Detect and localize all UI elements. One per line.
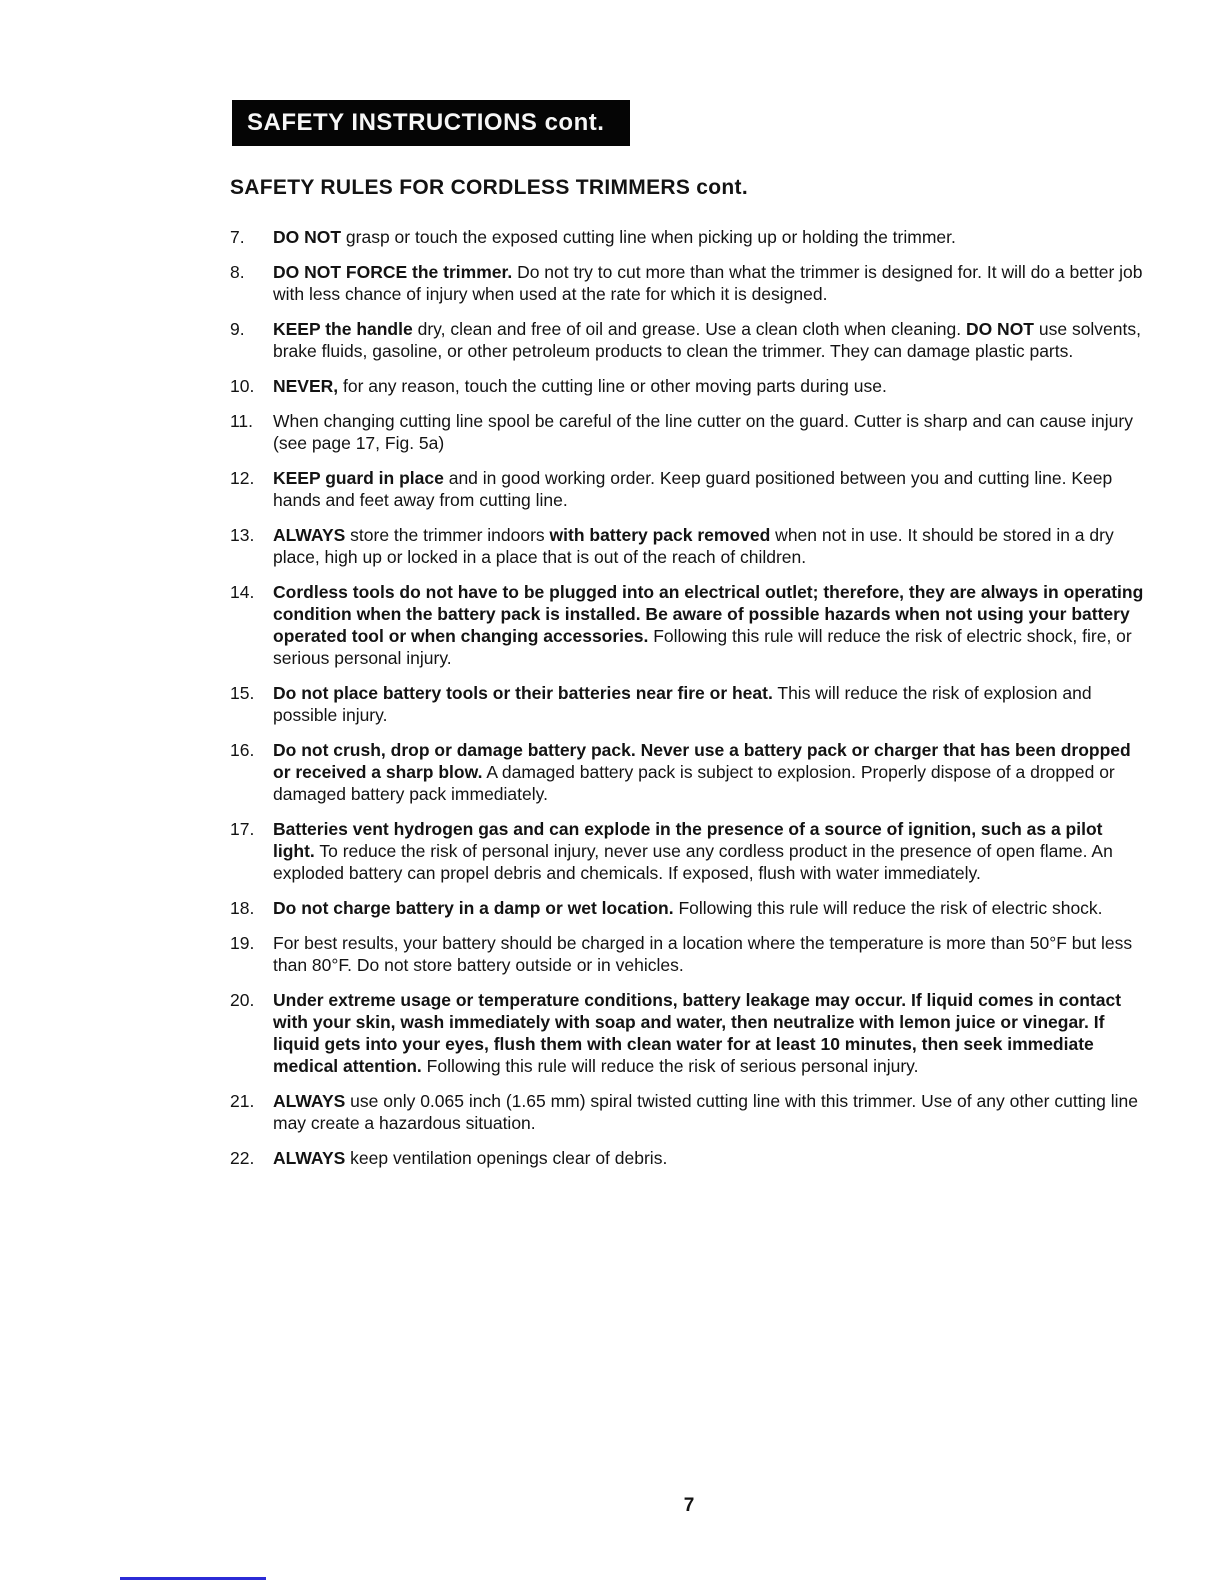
list-item — [230, 739, 1148, 805]
item-number: 8. — [230, 262, 245, 282]
item-number: 9. — [230, 319, 245, 339]
item-text: Do not charge battery in a damp or wet location. Following this rule will reduce the risk of electric shock. — [273, 898, 1103, 918]
item-text: DO NOT grasp or touch the exposed cutting line when picking up or holding the trimmer. — [273, 227, 956, 247]
page-number: 7 — [683, 1495, 695, 1516]
item-text: Do not crush, drop or damage battery pack. Never use a battery pack or charger that has been dropped or received a sharp blow. A damaged battery pack is subject to explosion. Properly dispose of a dropped or damaged battery pack immediately. — [273, 740, 1131, 804]
item-text: For best results, your battery should be charged in a location where the temperature is more than 50°F but less than 80°F. Do not store battery outside or in vehicles. — [273, 933, 1133, 975]
item-number: 12. — [230, 468, 255, 488]
list-item — [230, 226, 1148, 248]
list-item — [230, 375, 1148, 397]
item-number: 13. — [230, 525, 255, 545]
item-text: Batteries vent hydrogen gas and can explode in the presence of a source of ignition, such as a pilot light. To reduce the risk of personal injury, never use any cordless product in the presence of open flame. An exploded battery can propel debris and chemicals. If exposed, flush with water immediately. — [273, 819, 1113, 883]
item-text: Do not place battery tools or their batteries near fire or heat. This will reduce the risk of explosion and possible injury. — [273, 683, 1092, 725]
list-item — [230, 581, 1148, 669]
item-number: 15. — [230, 683, 255, 703]
item-number: 17. — [230, 819, 255, 839]
item-text: NEVER, for any reason, touch the cutting line or other moving parts during use. — [273, 376, 887, 396]
item-number: 11. — [230, 411, 254, 431]
list-item — [230, 318, 1148, 362]
item-text: KEEP guard in place and in good working order. Keep guard positioned between you and cutting line. Keep hands and feet away from cutting line. — [273, 468, 1113, 510]
item-text: ALWAYS store the trimmer indoors with battery pack removed when not in use. It should be stored in a dry place, high up or locked in a place that is out of the reach of children. — [273, 525, 1114, 567]
list-item — [230, 989, 1148, 1077]
list-item — [230, 467, 1148, 511]
page-title: SAFETY RULES FOR CORDLESS TRIMMERS cont. — [230, 176, 748, 199]
safety-list — [230, 226, 1148, 1169]
item-text: ALWAYS keep ventilation openings clear of debris. — [273, 1148, 668, 1168]
item-text: When changing cutting line spool be careful of the line cutter on the guard. Cutter is sharp and can cause injury (see page 17, Fig. 5a) — [273, 411, 1133, 453]
list-item — [230, 261, 1148, 305]
item-number: 14. — [230, 582, 255, 602]
item-number: 19. — [230, 933, 255, 953]
list-item — [230, 682, 1148, 726]
list-item — [230, 410, 1148, 454]
item-number: 10. — [230, 376, 255, 396]
scan-artifact-line — [120, 1577, 266, 1580]
list-item — [230, 932, 1148, 976]
item-text: ALWAYS use only 0.065 inch (1.65 mm) spiral twisted cutting line with this trimmer. Use of any other cutting line may create a hazardous situation. — [273, 1091, 1139, 1133]
list-item — [230, 897, 1148, 919]
list-item — [230, 1090, 1148, 1134]
item-text: KEEP the handle dry, clean and free of oil and grease. Use a clean cloth when cleaning. DO NOT use solvents, brake fluids, gasoline, or other petroleum products to clean the trimmer. They can damage plastic parts. — [273, 319, 1141, 361]
list-item — [230, 524, 1148, 568]
item-number: 21. — [230, 1091, 255, 1111]
item-number: 22. — [230, 1148, 255, 1168]
list-item — [230, 818, 1148, 884]
item-number: 7. — [230, 227, 245, 247]
item-text: Under extreme usage or temperature conditions, battery leakage may occur. If liquid comes in contact with your skin, wash immediately with soap and water, then neutralize with lemon juice or vinegar. If liquid gets into your eyes, flush them with clean water for at least 10 minutes, then seek immediate medical attention. Following this rule will reduce the risk of serious personal injury. — [273, 990, 1122, 1076]
list-item — [230, 1147, 1148, 1169]
item-number: 18. — [230, 898, 255, 918]
item-number: 20. — [230, 990, 255, 1010]
item-text: DO NOT FORCE the trimmer. Do not try to cut more than what the trimmer is designed for. It will do a better job with less chance of injury when used at the rate for which it is designed. — [273, 262, 1143, 304]
section-banner: SAFETY INSTRUCTIONS cont. — [232, 100, 630, 146]
document-page — [230, 100, 1148, 1182]
item-text: Cordless tools do not have to be plugged into an electrical outlet; therefore, they are always in operating condition when the battery pack is installed. Be aware of possible hazards when not using your battery operated tool or when changing accessories. Following this rule will reduce the risk of electric shock, fire, or serious personal injury. — [273, 582, 1144, 668]
item-number: 16. — [230, 740, 255, 760]
